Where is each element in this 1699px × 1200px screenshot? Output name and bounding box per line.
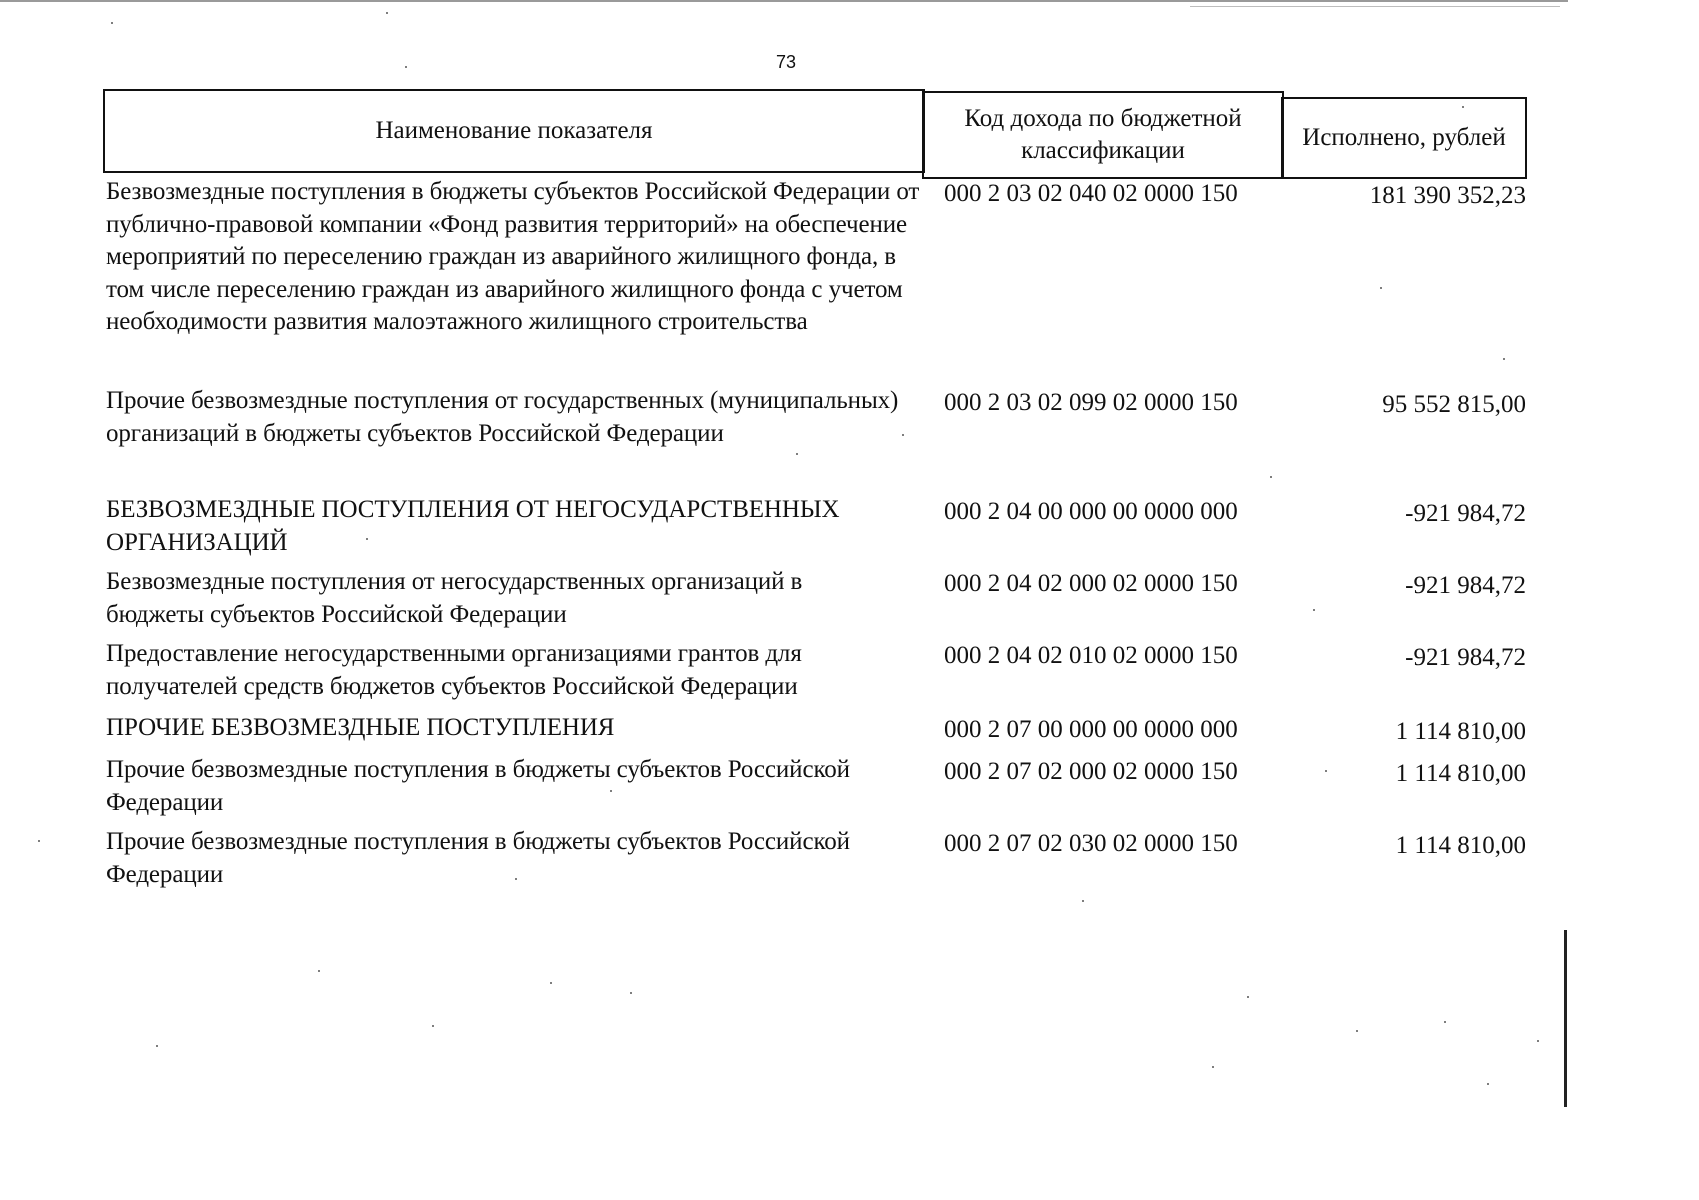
scan-speck bbox=[386, 12, 388, 14]
scan-edge-top bbox=[0, 0, 1568, 2]
row-code: 000 2 04 02 010 02 0000 150 bbox=[944, 642, 1238, 669]
row-name: Безвозмездные поступления в бюджеты субъектов Российской Федерации от публично-правовой компании «Фонд развития территорий» на обеспечение мероприятий по переселению граждан из аварийного жилищного фонда, в том числе переселению граждан из аварийного жилищного фонда с учетом необходимости развития малоэтажного жилищного строительства bbox=[106, 178, 920, 335]
row-name: ПРОЧИЕ БЕЗВОЗМЕЗДНЫЕ ПОСТУПЛЕНИЯ bbox=[106, 714, 615, 741]
row-amount: -921 984,72 bbox=[1405, 500, 1526, 527]
row-name: Прочие безвозмездные поступления от государственных (муниципальных) организаций в бюджеты субъектов Российской Федерации bbox=[106, 387, 899, 447]
row-name: Прочие безвозмездные поступления в бюджеты субъектов Российской Федерации bbox=[106, 756, 850, 816]
row-code: 000 2 03 02 040 02 0000 150 bbox=[944, 180, 1238, 207]
row-amount: -921 984,72 bbox=[1405, 572, 1526, 599]
row-amount: 1 114 810,00 bbox=[1395, 760, 1526, 787]
row-code: 000 2 04 02 000 02 0000 150 bbox=[944, 570, 1238, 597]
row-name: БЕЗВОЗМЕЗДНЫЕ ПОСТУПЛЕНИЯ ОТ НЕГОСУДАРСТВЕННЫХ ОРГАНИЗАЦИЙ bbox=[106, 496, 840, 556]
scan-speck bbox=[1356, 1030, 1358, 1032]
table-header bbox=[103, 89, 1527, 177]
row-amount: 95 552 815,00 bbox=[1382, 391, 1526, 418]
row-code: 000 2 07 00 000 00 0000 000 bbox=[944, 716, 1238, 743]
scan-speck bbox=[1270, 476, 1272, 478]
scan-speck bbox=[156, 1045, 158, 1047]
row-amount: 1 114 810,00 bbox=[1395, 718, 1526, 745]
scan-speck bbox=[1212, 1066, 1214, 1068]
column-header-code bbox=[922, 91, 1284, 179]
row-code: 000 2 03 02 099 02 0000 150 bbox=[944, 389, 1238, 416]
scan-speck bbox=[1487, 1083, 1489, 1085]
row-amount: -921 984,72 bbox=[1405, 644, 1526, 671]
scan-speck bbox=[1380, 287, 1382, 289]
column-header-code-text: Код дохода по бюджетной классификации bbox=[964, 105, 1242, 164]
scan-speck bbox=[1247, 996, 1249, 998]
scan-speck bbox=[630, 992, 632, 994]
scan-speck bbox=[38, 840, 40, 842]
row-amount: 1 114 810,00 bbox=[1395, 832, 1526, 859]
row-name: Безвозмездные поступления от негосударственных организаций в бюджеты субъектов Российской Федерации bbox=[106, 568, 803, 628]
scan-speck bbox=[1313, 609, 1315, 611]
column-header-name: Наименование показателя bbox=[103, 89, 925, 173]
row-name: Предоставление негосударственными организациями грантов для получателей средств бюджетов субъектов Российской Федерации bbox=[106, 640, 802, 700]
scan-speck bbox=[1537, 1040, 1539, 1042]
scan-edge-right bbox=[1564, 930, 1567, 1107]
scan-speck bbox=[1503, 358, 1505, 360]
scan-speck bbox=[550, 982, 552, 984]
row-code: 000 2 04 00 000 00 0000 000 bbox=[944, 498, 1238, 525]
row-code: 000 2 07 02 000 02 0000 150 bbox=[944, 758, 1238, 785]
column-header-done: Исполнено, рублей bbox=[1281, 97, 1527, 179]
page-number-text: 73 bbox=[775, 52, 797, 72]
scan-edge-line bbox=[1190, 6, 1560, 7]
scan-speck bbox=[318, 970, 320, 972]
scan-speck bbox=[432, 1025, 434, 1027]
scan-speck bbox=[1444, 1021, 1446, 1023]
row-amount: 181 390 352,23 bbox=[1369, 182, 1526, 209]
row-name: Прочие безвозмездные поступления в бюджеты субъектов Российской Федерации bbox=[106, 828, 850, 888]
scan-speck bbox=[1082, 900, 1084, 902]
page-number bbox=[0, 50, 1568, 74]
scan-speck bbox=[111, 22, 113, 24]
scan-speck bbox=[796, 453, 798, 455]
row-code: 000 2 07 02 030 02 0000 150 bbox=[944, 830, 1238, 857]
